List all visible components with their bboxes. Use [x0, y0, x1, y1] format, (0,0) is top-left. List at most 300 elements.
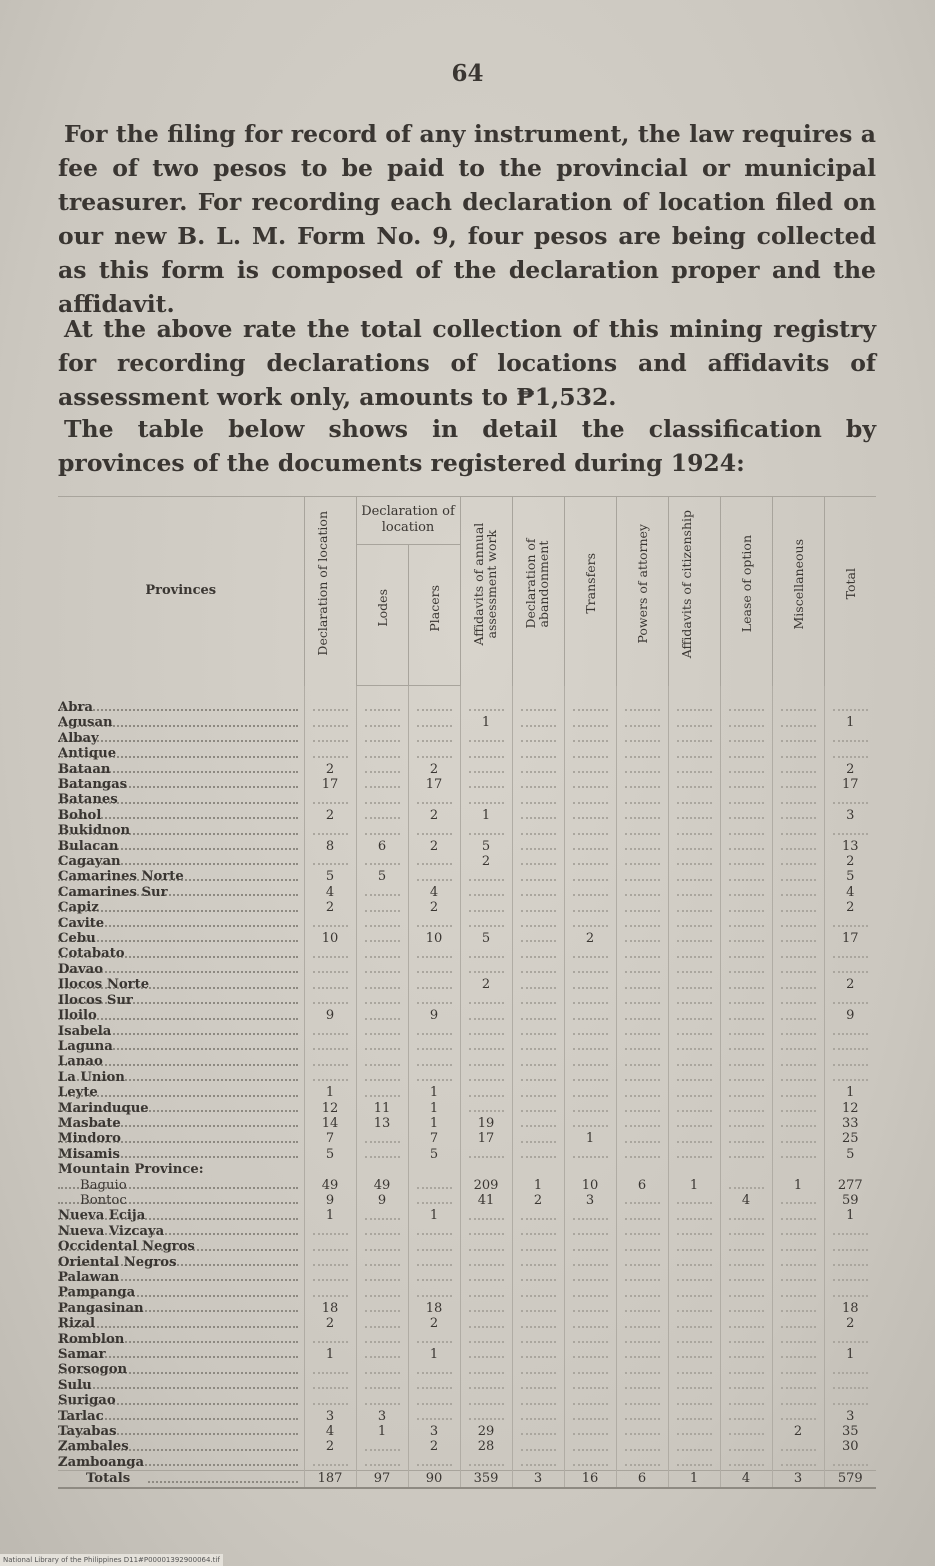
cell-value	[356, 977, 408, 992]
cell-value	[668, 1193, 720, 1208]
cell-value: 2	[824, 1316, 876, 1331]
cell-value	[460, 1239, 512, 1254]
cell-value	[356, 1285, 408, 1300]
cell-value: 10	[304, 931, 356, 946]
cell-value	[512, 1101, 564, 1116]
table-row	[58, 1409, 876, 1424]
cell-value	[460, 885, 512, 900]
cell-value	[408, 1162, 460, 1177]
table-row	[58, 1255, 876, 1270]
cell-value	[564, 1347, 616, 1362]
cell-value	[668, 993, 720, 1008]
cell-value	[772, 1224, 824, 1239]
cell-value: 7	[304, 1131, 356, 1146]
cell-value	[824, 746, 876, 761]
cell-value	[720, 1439, 772, 1454]
table-header	[58, 496, 876, 686]
cell-value	[720, 1301, 772, 1316]
cell-value	[668, 731, 720, 746]
cell-value	[564, 792, 616, 807]
cell-value	[356, 1393, 408, 1408]
cell-value	[408, 1070, 460, 1085]
cell-value	[668, 900, 720, 915]
cell-value: 30	[824, 1439, 876, 1454]
cell-value	[408, 1455, 460, 1471]
totals-cell: 3	[772, 1471, 824, 1488]
province-name: Bataan	[58, 762, 304, 777]
header-affidavits-citizenship: Affidavits of citizenship	[668, 496, 720, 686]
cell-value	[720, 1054, 772, 1069]
cell-value	[512, 1332, 564, 1347]
cell-value: 1	[564, 1131, 616, 1146]
header-transfers: Transfers	[564, 496, 616, 686]
cell-value	[720, 686, 772, 716]
table-body	[58, 686, 876, 1488]
province-name: Romblon	[58, 1332, 304, 1347]
province-name: Nueva Vizcaya	[58, 1224, 304, 1239]
province-name: Agusan	[58, 715, 304, 730]
cell-value	[720, 1178, 772, 1193]
cell-value	[304, 686, 356, 716]
cell-value	[564, 1208, 616, 1223]
cell-value	[564, 885, 616, 900]
cell-value	[460, 900, 512, 915]
cell-value	[512, 1116, 564, 1131]
cell-value: 5	[408, 1147, 460, 1162]
province-name: Antique	[58, 746, 304, 761]
totals-cell: 579	[824, 1471, 876, 1488]
cell-value	[512, 1409, 564, 1424]
cell-value	[356, 1439, 408, 1454]
header-total: Total	[824, 496, 876, 686]
province-name: Ilocos Sur	[58, 993, 304, 1008]
table-row	[58, 993, 876, 1008]
cell-value	[408, 962, 460, 977]
cell-value	[304, 1162, 356, 1177]
cell-value	[564, 1239, 616, 1254]
table-row	[58, 823, 876, 838]
table-row	[58, 946, 876, 961]
cell-value	[564, 993, 616, 1008]
cell-value: 3	[824, 1409, 876, 1424]
cell-value	[772, 946, 824, 961]
cell-value	[772, 1301, 824, 1316]
cell-value	[824, 731, 876, 746]
cell-value: 1	[304, 1347, 356, 1362]
cell-value: 2	[772, 1424, 824, 1439]
table-row	[58, 1424, 876, 1439]
cell-value	[720, 1409, 772, 1424]
cell-value: 1	[460, 715, 512, 730]
cell-value	[460, 1285, 512, 1300]
cell-value: 6	[616, 1178, 668, 1193]
cell-value	[824, 1378, 876, 1393]
province-name: Bulacan	[58, 839, 304, 854]
cell-value: 2	[564, 931, 616, 946]
cell-value	[356, 808, 408, 823]
table-row	[58, 1316, 876, 1331]
cell-value: 4	[304, 1424, 356, 1439]
cell-value	[668, 1316, 720, 1331]
cell-value	[616, 1347, 668, 1362]
cell-value	[564, 1424, 616, 1439]
province-name: Rizal	[58, 1316, 304, 1331]
cell-value	[408, 792, 460, 807]
cell-value	[304, 962, 356, 977]
cell-value	[408, 1054, 460, 1069]
cell-value	[824, 1162, 876, 1177]
cell-value	[512, 823, 564, 838]
cell-value	[460, 746, 512, 761]
table-row	[58, 854, 876, 869]
cell-value	[304, 746, 356, 761]
cell-value	[356, 1131, 408, 1146]
cell-value	[564, 1101, 616, 1116]
cell-value	[460, 823, 512, 838]
cell-value	[512, 1316, 564, 1331]
cell-value	[616, 839, 668, 854]
cell-value: 4	[720, 1193, 772, 1208]
cell-value	[408, 1285, 460, 1300]
cell-value	[564, 1316, 616, 1331]
cell-value: 9	[408, 1008, 460, 1023]
cell-value	[720, 1208, 772, 1223]
cell-value	[668, 1301, 720, 1316]
cell-value	[512, 746, 564, 761]
cell-value: 2	[408, 1439, 460, 1454]
cell-value	[668, 1332, 720, 1347]
cell-value: 17	[824, 931, 876, 946]
cell-value: 8	[304, 839, 356, 854]
cell-value	[772, 1255, 824, 1270]
cell-value	[356, 1316, 408, 1331]
cell-value: 1	[304, 1085, 356, 1100]
header-placers: Placers	[408, 545, 460, 686]
totals-cell: 1	[668, 1471, 720, 1488]
table-row	[58, 1332, 876, 1347]
table-row	[58, 1455, 876, 1471]
cell-value	[564, 731, 616, 746]
cell-value	[512, 715, 564, 730]
cell-value: 35	[824, 1424, 876, 1439]
cell-value	[564, 1455, 616, 1471]
cell-value	[512, 1378, 564, 1393]
cell-value: 1	[408, 1101, 460, 1116]
cell-value	[304, 715, 356, 730]
province-name: Mountain Province:	[58, 1162, 204, 1178]
cell-value	[720, 993, 772, 1008]
cell-value: 18	[824, 1301, 876, 1316]
cell-value	[772, 1316, 824, 1331]
cell-value	[720, 1393, 772, 1408]
table-row	[58, 1193, 876, 1208]
cell-value: 1	[824, 1347, 876, 1362]
cell-value	[772, 823, 824, 838]
cell-value: 18	[304, 1301, 356, 1316]
cell-value	[408, 1178, 460, 1193]
cell-value	[772, 916, 824, 931]
cell-value	[356, 1301, 408, 1316]
cell-value	[304, 1378, 356, 1393]
cell-value	[824, 1270, 876, 1285]
cell-value: 6	[356, 839, 408, 854]
province-name: Sorsogon	[58, 1362, 304, 1377]
cell-value	[668, 1270, 720, 1285]
cell-value	[512, 1131, 564, 1146]
cell-value	[772, 962, 824, 977]
cell-value	[356, 1085, 408, 1100]
table-row	[58, 1131, 876, 1146]
cell-value	[616, 823, 668, 838]
cell-value	[616, 1424, 668, 1439]
cell-value	[772, 1208, 824, 1223]
cell-value	[512, 1162, 564, 1177]
cell-value	[356, 854, 408, 869]
cell-value: 2	[304, 1439, 356, 1454]
province-name: Lanao	[58, 1054, 304, 1069]
cell-value	[668, 1455, 720, 1471]
cell-value	[460, 1101, 512, 1116]
cell-value	[720, 715, 772, 730]
cell-value	[512, 762, 564, 777]
cell-value	[512, 1208, 564, 1223]
cell-value	[460, 1455, 512, 1471]
province-name: Palawan	[58, 1270, 304, 1285]
province-name: Abra	[58, 686, 304, 716]
cell-value	[460, 1270, 512, 1285]
cell-value	[720, 1270, 772, 1285]
cell-value	[408, 1255, 460, 1270]
cell-value	[668, 1347, 720, 1362]
table-row	[58, 1162, 876, 1177]
cell-value	[304, 1224, 356, 1239]
cell-value	[668, 962, 720, 977]
cell-value	[720, 977, 772, 992]
cell-value: 277	[824, 1178, 876, 1193]
cell-value: 9	[304, 1008, 356, 1023]
cell-value: 2	[512, 1193, 564, 1208]
cell-value	[772, 854, 824, 869]
cell-value	[824, 946, 876, 961]
cell-value	[668, 1008, 720, 1023]
cell-value	[668, 1362, 720, 1377]
cell-value	[564, 1116, 616, 1131]
cell-value	[512, 946, 564, 961]
table-row	[58, 1039, 876, 1054]
cell-value	[564, 1332, 616, 1347]
cell-value	[460, 1085, 512, 1100]
province-name: Nueva Ecija	[58, 1208, 304, 1223]
cell-value	[720, 1224, 772, 1239]
table-row	[58, 777, 876, 792]
cell-value	[668, 839, 720, 854]
province-name: La Union	[58, 1070, 304, 1085]
province-name: Pangasinan	[58, 1301, 304, 1316]
table-row	[58, 1024, 876, 1039]
totals-cell: 187	[304, 1471, 356, 1488]
cell-value	[460, 946, 512, 961]
cell-value	[616, 1101, 668, 1116]
cell-value: 2	[304, 900, 356, 915]
header-declaration-of-location: Declaration of location	[304, 496, 356, 686]
cell-value	[772, 715, 824, 730]
cell-value	[512, 1147, 564, 1162]
cell-value	[616, 916, 668, 931]
cell-value	[460, 1208, 512, 1223]
table-row	[58, 1347, 876, 1362]
cell-value	[512, 1085, 564, 1100]
cell-value	[512, 1455, 564, 1471]
cell-value: 3	[408, 1424, 460, 1439]
cell-value	[616, 1301, 668, 1316]
cell-value	[356, 885, 408, 900]
cell-value	[460, 1008, 512, 1023]
cell-value	[460, 869, 512, 884]
cell-value	[512, 1008, 564, 1023]
cell-value	[512, 962, 564, 977]
cell-value	[356, 1239, 408, 1254]
cell-value	[772, 1131, 824, 1146]
cell-value: 59	[824, 1193, 876, 1208]
province-name: Oriental Negros	[58, 1255, 304, 1270]
cell-value	[616, 854, 668, 869]
cell-value: 9	[304, 1193, 356, 1208]
cell-value	[668, 885, 720, 900]
cell-value	[564, 762, 616, 777]
cell-value	[720, 1424, 772, 1439]
cell-value	[512, 1270, 564, 1285]
cell-value	[824, 1455, 876, 1471]
cell-value	[772, 1070, 824, 1085]
cell-value	[512, 916, 564, 931]
cell-value	[408, 977, 460, 992]
cell-value	[720, 762, 772, 777]
cell-value: 49	[304, 1178, 356, 1193]
cell-value	[616, 1008, 668, 1023]
cell-value	[512, 1362, 564, 1377]
cell-value	[616, 1393, 668, 1408]
table-row	[58, 1116, 876, 1131]
cell-value	[772, 1393, 824, 1408]
cell-value	[512, 993, 564, 1008]
cell-value	[772, 1285, 824, 1300]
cell-value	[720, 1285, 772, 1300]
totals-cell: 3	[512, 1471, 564, 1488]
cell-value	[408, 1224, 460, 1239]
cell-value	[304, 1024, 356, 1039]
cell-value	[304, 731, 356, 746]
cell-value	[616, 1147, 668, 1162]
cell-value	[356, 777, 408, 792]
cell-value	[720, 916, 772, 931]
cell-value	[408, 731, 460, 746]
cell-value	[668, 946, 720, 961]
cell-value	[460, 1378, 512, 1393]
cell-value	[824, 1039, 876, 1054]
cell-value	[512, 808, 564, 823]
cell-value	[304, 1070, 356, 1085]
table-row	[58, 746, 876, 761]
cell-value	[772, 1101, 824, 1116]
cell-value	[616, 1316, 668, 1331]
province-name: Laguna	[58, 1039, 304, 1054]
cell-value	[512, 839, 564, 854]
cell-value	[512, 1393, 564, 1408]
cell-value: 2	[408, 808, 460, 823]
cell-value: 5	[460, 931, 512, 946]
cell-value	[720, 1455, 772, 1471]
cell-value	[616, 1455, 668, 1471]
cell-value	[408, 1039, 460, 1054]
totals-cell: 90	[408, 1471, 460, 1488]
cell-value	[460, 777, 512, 792]
cell-value	[616, 1224, 668, 1239]
cell-value	[356, 762, 408, 777]
province-name: Sulu	[58, 1378, 304, 1393]
cell-value	[304, 1054, 356, 1069]
cell-value	[720, 1347, 772, 1362]
totals-cell: 16	[564, 1471, 616, 1488]
cell-value	[772, 1239, 824, 1254]
province-name: Batangas	[58, 777, 304, 792]
cell-value	[304, 1239, 356, 1254]
cell-value	[564, 977, 616, 992]
cell-value	[564, 854, 616, 869]
cell-value	[460, 1316, 512, 1331]
cell-value	[408, 916, 460, 931]
cell-value: 4	[824, 885, 876, 900]
cell-value	[460, 1255, 512, 1270]
cell-value	[772, 1378, 824, 1393]
cell-value	[512, 1424, 564, 1439]
cell-value	[408, 1332, 460, 1347]
province-name: Zamboanga	[58, 1455, 304, 1471]
cell-value	[772, 1039, 824, 1054]
cell-value: 3	[824, 808, 876, 823]
page-number: 64	[451, 60, 484, 87]
table-row	[58, 900, 876, 915]
cell-value	[356, 1039, 408, 1054]
totals-cell: 4	[720, 1471, 772, 1488]
cell-value: 1	[408, 1208, 460, 1223]
cell-value	[720, 1131, 772, 1146]
cell-value	[512, 1054, 564, 1069]
cell-value: 1	[824, 715, 876, 730]
cell-value	[772, 808, 824, 823]
cell-value: 11	[356, 1101, 408, 1116]
province-name: Pampanga	[58, 1285, 304, 1300]
cell-value	[356, 931, 408, 946]
cell-value	[408, 746, 460, 761]
province-name: Camarines Norte	[58, 869, 304, 884]
cell-value	[616, 1409, 668, 1424]
cell-value	[720, 1147, 772, 1162]
cell-value	[824, 823, 876, 838]
cell-value	[512, 1039, 564, 1054]
cell-value	[564, 869, 616, 884]
cell-value: 2	[824, 900, 876, 915]
cell-value	[356, 1362, 408, 1377]
table-row	[58, 1301, 876, 1316]
cell-value	[720, 746, 772, 761]
header-declaration-abandonment: Declaration of abandonment	[512, 496, 564, 686]
header-affidavits-assessment: Affidavits of annual assessment work	[460, 496, 512, 686]
cell-value	[772, 777, 824, 792]
cell-value	[408, 823, 460, 838]
cell-value	[564, 1162, 616, 1177]
cell-value	[668, 1054, 720, 1069]
province-name: Occidental Negros	[58, 1239, 304, 1254]
